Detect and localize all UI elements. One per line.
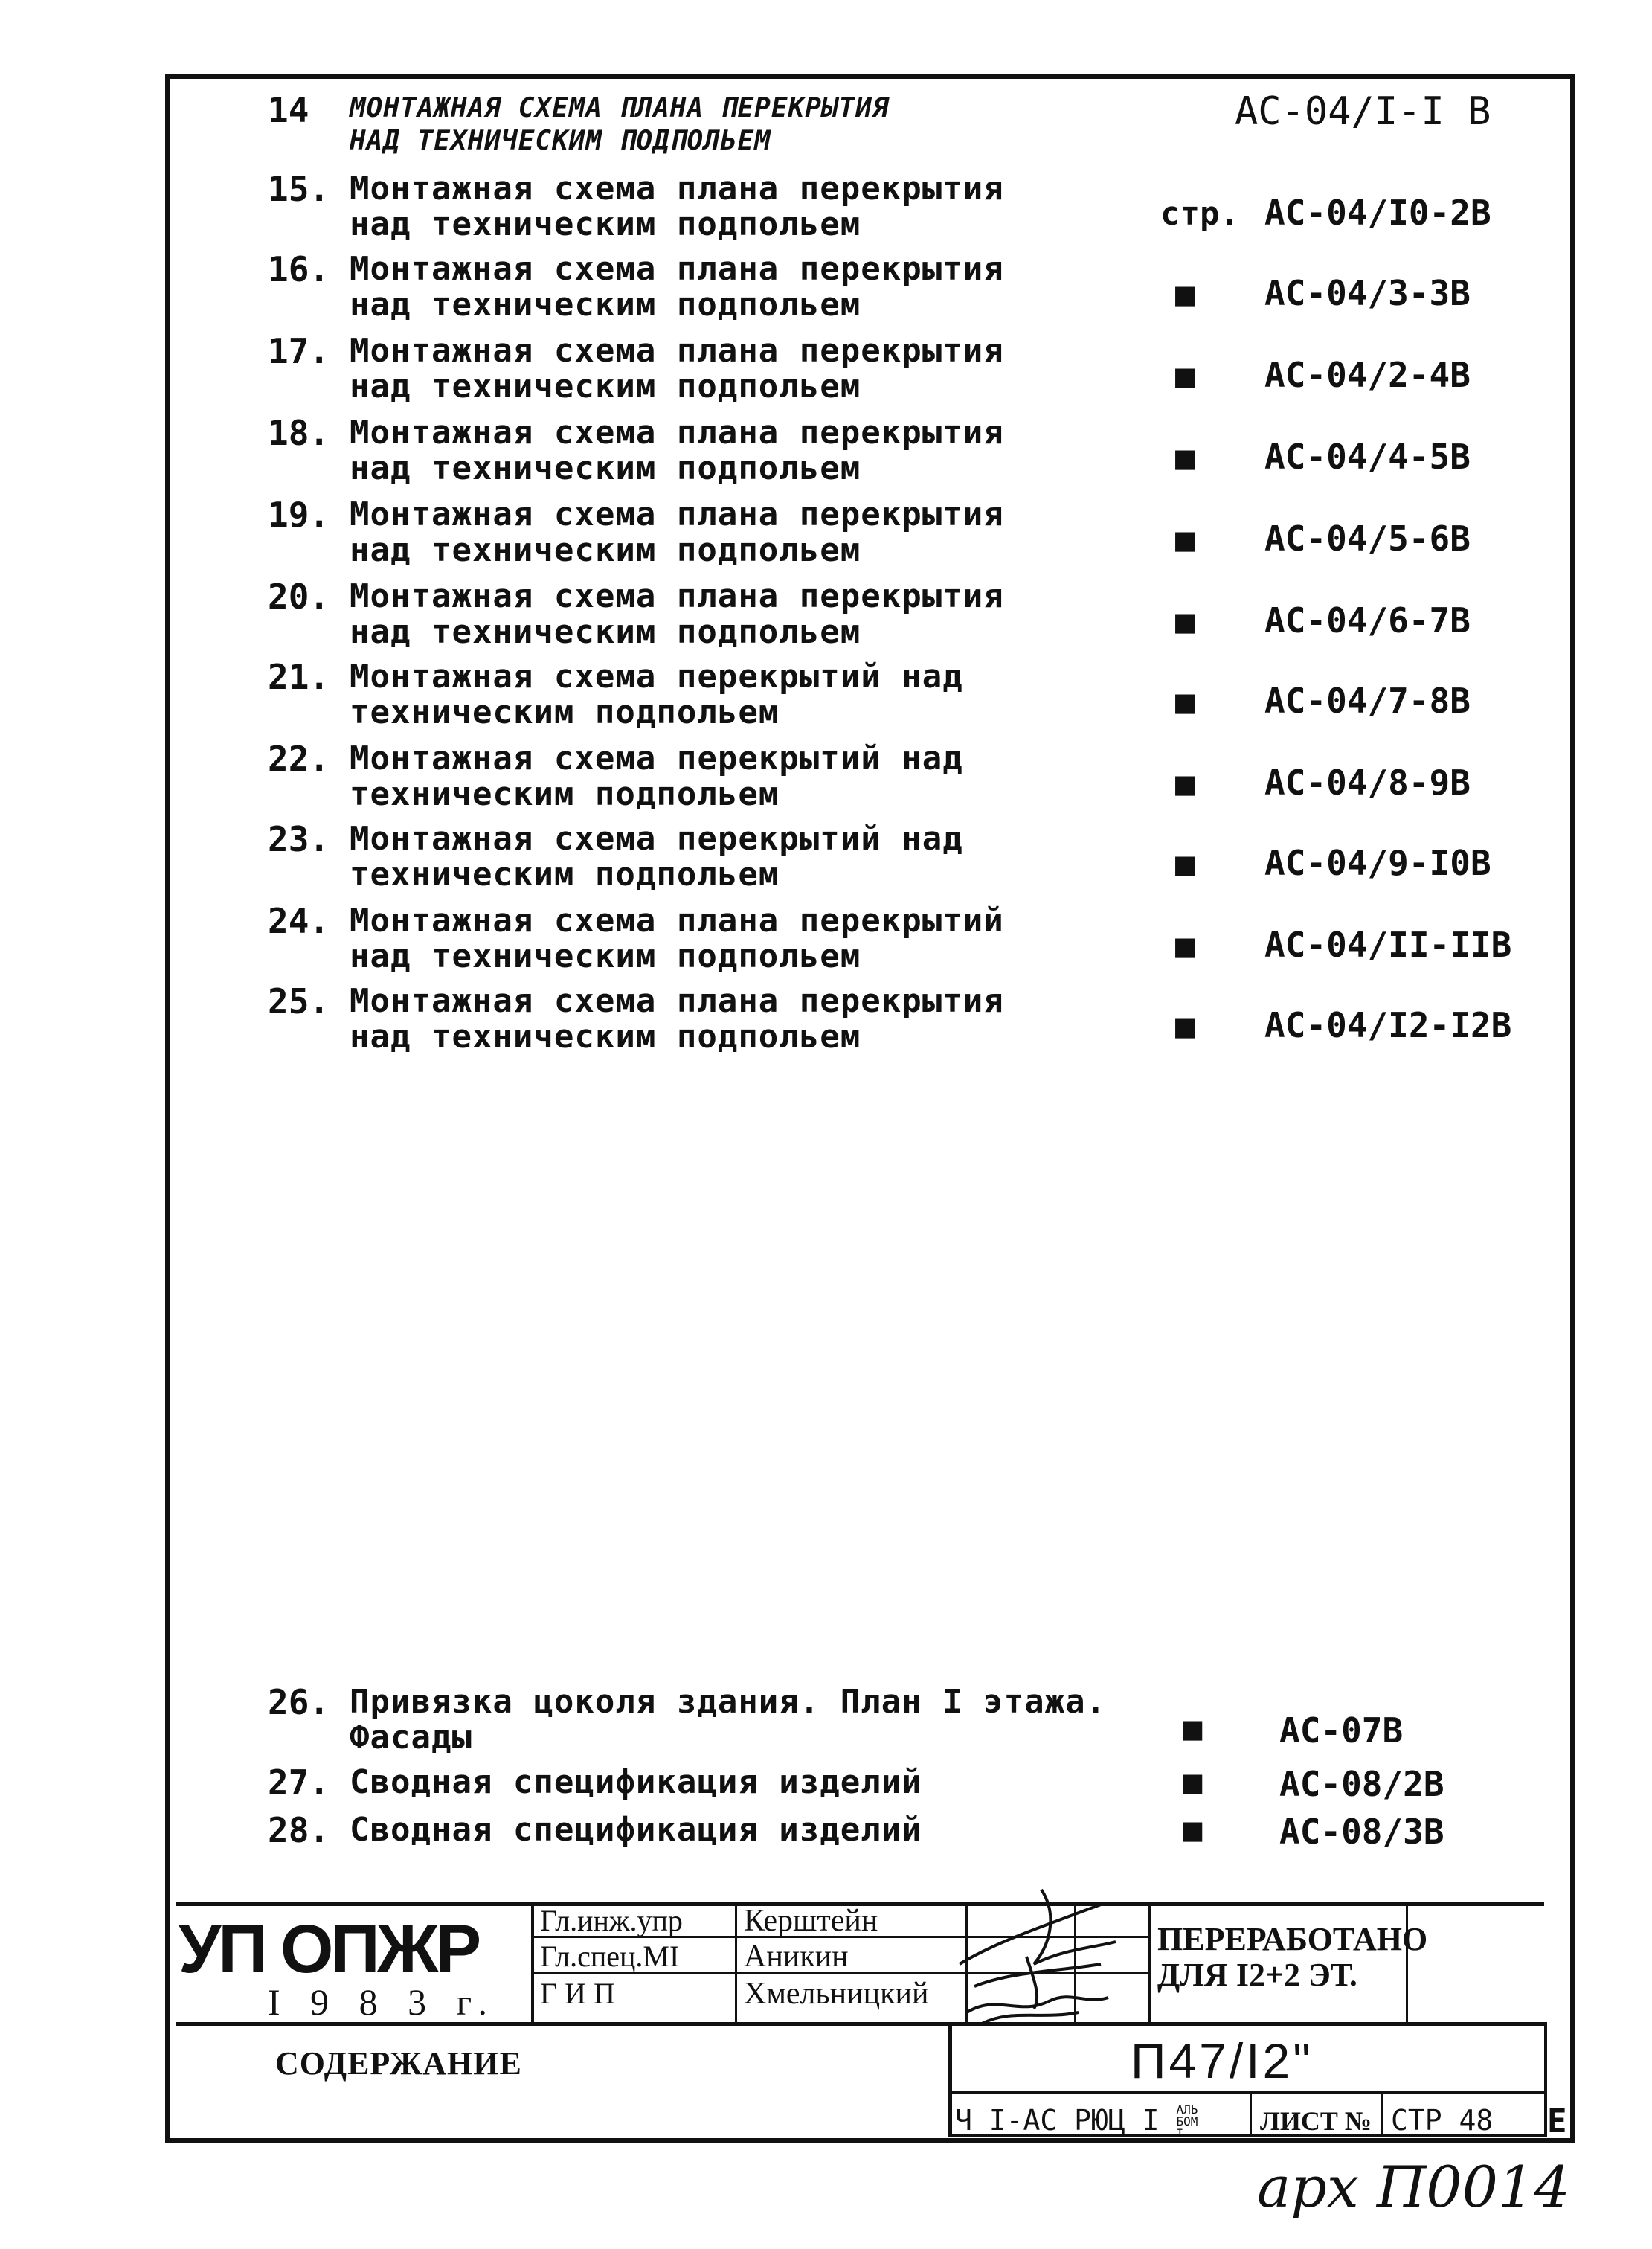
person-name: Керштейн [744, 1904, 878, 1938]
project-code: П47/I2" [1131, 2033, 1314, 2088]
album-subscript: АЛЬ БОМ I [1176, 2102, 1198, 2140]
sheet-label: ЛИСТ № [1260, 2106, 1372, 2136]
rework-note: ПЕРЕРАБОТАНО ДЛЯ I2+2 ЭТ. [1157, 1921, 1428, 1993]
title-block-rule [948, 2091, 1546, 2094]
page-number: СТР 48 [1391, 2104, 1494, 2137]
title-block-divider [1250, 2091, 1252, 2135]
entry-title: Сводная спецификация изделий [350, 1763, 922, 1801]
entry-marker: ■ [1175, 439, 1195, 477]
entry-title: Монтажная схема перекрытий над техническим подпольем [350, 820, 963, 893]
archive-code: арх П0014 [1257, 2154, 1570, 2220]
entry-marker: ■ [1175, 765, 1195, 803]
entry-reference: АС-04/7-8В [1264, 681, 1471, 721]
entry-number: 17. [268, 331, 330, 371]
entry-marker: ■ [1175, 683, 1195, 721]
title-block-divider [735, 1902, 737, 2025]
entry-reference: АС-08/3В [1279, 1812, 1444, 1852]
title-block-divider [531, 1902, 534, 2025]
entry-title: Монтажная схема плана перекрытий над техническим подпольем [350, 902, 1004, 975]
entry-number: 20. [268, 577, 330, 617]
entry-title: Сводная спецификация изделий [350, 1811, 922, 1849]
entry-marker: ■ [1175, 275, 1195, 313]
person-name: Хмельницкий [744, 1977, 929, 2011]
entry-title: Монтажная схема перекрытий над техническим подпольем [350, 739, 963, 813]
entry-marker: ■ [1175, 357, 1195, 395]
entry-marker: ■ [1175, 1007, 1195, 1045]
entry-number: 23. [268, 819, 330, 859]
entry-marker: ■ [1183, 1811, 1203, 1849]
entry-reference: АС-04/9-I0В [1264, 843, 1491, 883]
title-block-divider [1381, 2091, 1383, 2135]
entry-title: МОНТАЖНАЯ СХЕМА ПЛАНА ПЕРЕКРЫТИЯ НАД ТЕХНИЧЕСКИМ ПОДПОЛЬЕМ [350, 93, 890, 156]
person-name: Аникин [744, 1940, 849, 1974]
entry-reference: АС-04/3-3В [1264, 273, 1471, 313]
entry-title: Монтажная схема плана перекрытия над техническим подпольем [350, 577, 1004, 651]
entry-reference: АС-04/6-7В [1264, 600, 1471, 641]
entry-number: 28. [268, 1810, 330, 1850]
entry-title: Привязка цоколя здания. План I этажа. Фасады [350, 1683, 1107, 1756]
role-chief-engineer: Гл.инж.упр [540, 1904, 683, 1937]
role-chief-project-engineer: Г И П [540, 1977, 615, 2010]
entry-number: 16. [268, 249, 330, 289]
entry-reference: АС-04/2-4В [1264, 355, 1471, 395]
entry-number: 22. [268, 739, 330, 779]
title-block-divider [948, 2022, 952, 2137]
entry-number: 24. [268, 901, 330, 941]
contents-label: СОДЕРЖАНИЕ [275, 2045, 522, 2082]
entry-marker: ■ [1175, 603, 1195, 641]
entry-number: 14 [268, 90, 309, 130]
entry-marker: ■ [1175, 521, 1195, 559]
entry-marker: стр. [1160, 195, 1239, 233]
entry-number: 15. [268, 169, 330, 209]
entry-marker: ■ [1175, 845, 1195, 883]
entry-marker: ■ [1183, 1710, 1203, 1748]
entry-marker: ■ [1175, 927, 1195, 965]
role-chief-specialist: Гл.спец.МI [540, 1940, 680, 1973]
entry-number: 27. [268, 1762, 330, 1803]
entry-number: 18. [268, 413, 330, 453]
entry-number: 19. [268, 495, 330, 535]
entry-reference: АС-04/5-6В [1264, 519, 1471, 559]
entry-title: Монтажная схема плана перекрытия над техническим подпольем [350, 170, 1004, 243]
organization-logo: УП ОПЖР [179, 1911, 479, 1987]
entry-number: 21. [268, 657, 330, 697]
entry-reference: АС-04/I-I В [1235, 89, 1491, 134]
entry-reference: АС-07В [1279, 1710, 1404, 1751]
entry-reference: АС-04/II-IIВ [1264, 925, 1512, 965]
entry-reference: АС-04/I0-2В [1264, 193, 1491, 233]
entry-number: 25. [268, 981, 330, 1021]
handwritten-signatures [930, 1860, 1153, 2038]
entry-title: Монтажная схема плана перекрытия над техническим подпольем [350, 250, 1004, 324]
entry-title: Монтажная схема перекрытий над техническим подпольем [350, 658, 963, 731]
entry-number: 26. [268, 1682, 330, 1722]
entry-title: Монтажная схема плана перекрытия над техническим подпольем [350, 495, 1004, 569]
album-code [955, 2104, 1212, 2140]
entry-title: Монтажная схема плана перекрытия над техническим подпольем [350, 414, 1004, 487]
entry-reference: АС-08/2В [1279, 1764, 1444, 1804]
entry-reference: АС-04/8-9В [1264, 763, 1471, 803]
entry-title: Монтажная схема плана перекрытия над техническим подпольем [350, 332, 1004, 405]
entry-marker: ■ [1183, 1763, 1203, 1801]
entry-reference: АС-04/4-5В [1264, 437, 1471, 477]
album-code-text: Ч I-АС РЮЦ I [955, 2104, 1160, 2137]
entry-title: Монтажная схема плана перекрытия над техническим подпольем [350, 982, 1004, 1056]
entry-reference: АС-04/I2-I2В [1264, 1005, 1512, 1045]
organization-year: I 9 8 3 г. [268, 1981, 498, 2023]
corner-mark: Е [1547, 2102, 1567, 2140]
